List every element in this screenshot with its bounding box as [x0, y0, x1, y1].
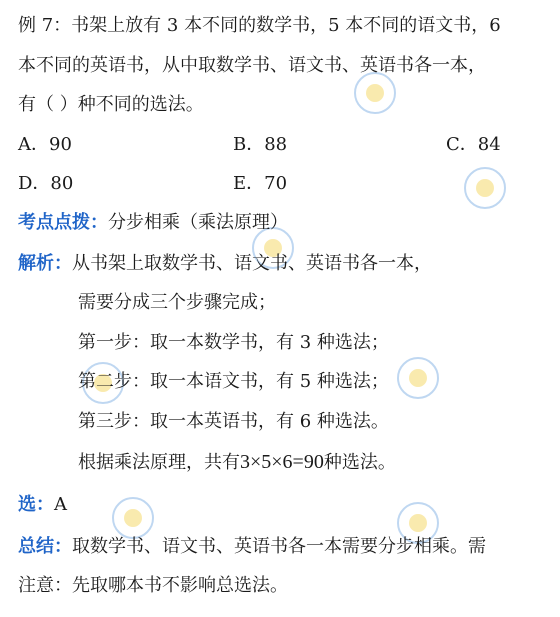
question-line-3: 有（ ）种不同的选法。 — [18, 94, 204, 115]
summary-line-2: 注意：先取哪本书不影响总选法。 — [18, 575, 288, 596]
option-d: D．80 — [18, 173, 74, 194]
summary-label: 总结： — [18, 536, 72, 557]
answer-label: 选： — [18, 494, 54, 515]
jiexi-row — [18, 252, 432, 276]
jiexi-line-6-suffix: 种选法。 — [323, 452, 396, 473]
answer-value: A — [54, 494, 67, 515]
answer-row — [18, 493, 67, 517]
jiexi-line-5: 第三步：取一本英语书，有 6 种选法。 — [78, 411, 389, 432]
multiplication-formula: 3×5×6=90 — [240, 451, 324, 473]
summary-row — [18, 535, 486, 559]
jiexi-line-2: 需要分成三个步骤完成； — [78, 292, 276, 313]
option-b: B．88 — [233, 134, 288, 155]
jiexi-line-6-prefix: 根据乘法原理，共有 — [78, 452, 240, 473]
kaodian-text: 分步相乘（乘法原理） — [108, 212, 288, 233]
kaodian-label: 考点点拨： — [18, 212, 108, 233]
option-e: E．70 — [233, 173, 288, 194]
kaodian-row — [18, 211, 288, 235]
watermark-logo-icon — [395, 355, 441, 401]
watermark-logo-icon — [462, 165, 508, 211]
question-line-1: 例 7：书架上放有 3 本不同的数学书，5 本不同的语文书，6 — [18, 15, 501, 36]
option-a: A．90 — [18, 134, 72, 155]
question-line-2: 本不同的英语书，从中取数学书、语文书、英语书各一本， — [18, 55, 486, 76]
jiexi-label: 解析： — [18, 253, 72, 274]
jiexi-line-4: 第二步：取一本语文书，有 5 种选法； — [78, 371, 389, 392]
option-c: C．84 — [446, 134, 501, 155]
jiexi-line-6 — [78, 450, 396, 475]
summary-line-1: 取数学书、语文书、英语书各一本需要分步相乘。需 — [72, 536, 486, 557]
jiexi-line-1: 从书架上取数学书、语文书、英语书各一本， — [72, 253, 432, 274]
jiexi-line-3: 第一步：取一本数学书，有 3 种选法； — [78, 332, 389, 353]
